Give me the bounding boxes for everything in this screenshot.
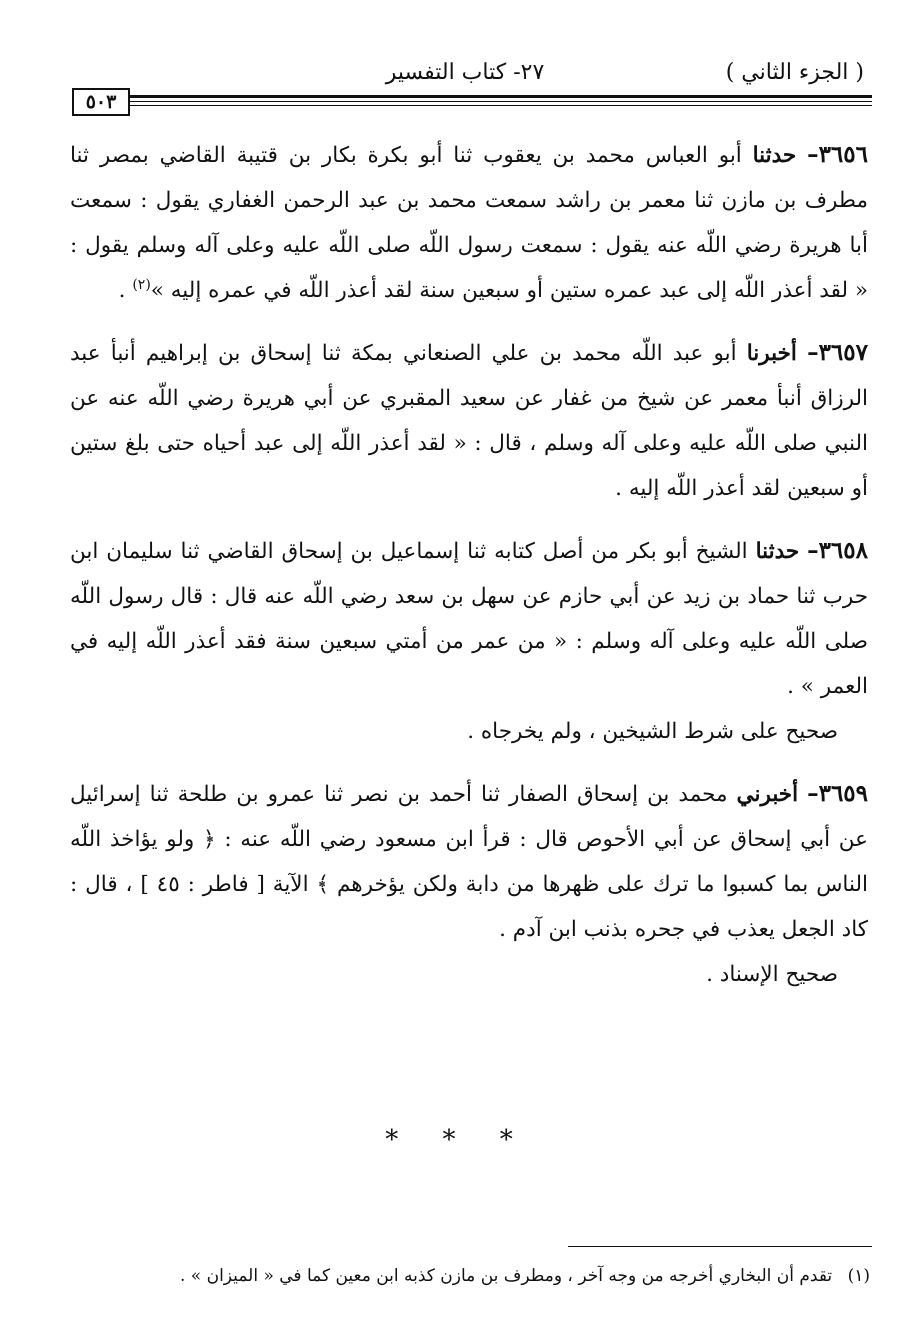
transmission-keyword: أخبرني xyxy=(736,782,799,807)
hadith-text: أبو العباس محمد بن يعقوب ثنا أبو بكرة بكار بن قتيبة القاضي بمصر ثنا مطرف بن مازن ثنا معمر بن راشد سمعت محمد بن عبد الرحمن الغفاري يقول : سمعت أبا هريرة رضي اللّه عنه يقول : سمعت رسول اللّه صلى اللّه عليه وعلى آله وسلم يقول : « لقد أعذر اللّه إلى عبد عمره ستين أو سبعين سنة لقد أعذر اللّه في عمره إليه » xyxy=(70,143,868,303)
hadith-text: الشيخ أبو بكر من أصل كتابه ثنا إسماعيل بن إسحاق القاضي ثنا سليمان ابن حرب ثنا حماد بن زيد عن أبي حازم عن سهل بن سعد رضي اللّه عنه قال : قال رسول اللّه صلى اللّه عليه وعلى آله وسلم : « من عمر من أمتي سبعين سنة فقد أعذر اللّه إليه في العمر » . xyxy=(70,539,868,699)
grading-note: صحيح الإسناد . xyxy=(706,962,838,987)
hadith-text: محمد بن إسحاق الصفار ثنا أحمد بن نصر ثنا عمرو بن طلحة ثنا إسرائيل عن أبي إسحاق عن أبي الأحوص قال : قرأ ابن مسعود رضي اللّه عنه : ﴿ ولو يؤاخذ اللّه الناس بما كسبوا ما ترك على ظهرها من دابة ولكن يؤخرهم ﴾ الآية [ فاطر : ٤٥ ] ، قال : كاد الجعل يعذب في جحره بذنب ابن آدم . xyxy=(70,782,868,942)
page-number-box: ٥٠٣ xyxy=(72,88,130,116)
hadith-entry xyxy=(70,330,868,511)
hadith-entry xyxy=(70,528,868,709)
running-head-volume: ( الجزء الثاني ) xyxy=(725,60,864,85)
hadith-entry xyxy=(70,771,868,952)
hadith-number: ٣٦٥٩– xyxy=(807,780,869,807)
footnote-number: (١) xyxy=(847,1266,870,1286)
header-rule xyxy=(130,101,872,102)
footnote xyxy=(60,1262,870,1290)
hadith-text-end: . xyxy=(118,278,133,303)
transmission-keyword: حدثنا xyxy=(752,143,797,168)
hadith-number: ٣٦٥٦– xyxy=(807,141,868,168)
footnote-text: تقدم أن البخاري أخرجه من وجه آخر ، ومطرف بن مازن كذبه ابن معين كما في « الميزان » . xyxy=(179,1266,833,1286)
transmission-keyword: حدثنا xyxy=(755,539,800,564)
footnote-reference: (٢) xyxy=(132,276,151,293)
running-head-chapter: ٢٧- كتاب التفسير xyxy=(385,60,545,85)
grading-note: صحيح على شرط الشيخين ، ولم يخرجاه . xyxy=(467,719,838,744)
hadith-number: ٣٦٥٨– xyxy=(807,537,868,564)
main-text xyxy=(70,132,868,997)
hadith-entry xyxy=(70,132,868,313)
transmission-keyword: أخبرنا xyxy=(746,341,797,366)
header-rule xyxy=(130,105,872,106)
hadith-text: أبو عبد اللّه محمد بن علي الصنعاني بمكة ثنا إسحاق بن إبراهيم أنبأ عبد الرزاق أنبأ معمر عن شيخ من غفار عن سعيد المقبري عن أبي هريرة رضي اللّه عنه عن النبي صلى اللّه عليه وعلى آله وسلم ، قال : « لقد أعذر اللّه إلى عبد أحياه حتى بلغ ستين أو سبعين لقد أعذر اللّه إليه . xyxy=(70,341,868,501)
footnote-rule xyxy=(568,1246,872,1247)
header-rule xyxy=(130,95,872,98)
hadith-number: ٣٦٥٧– xyxy=(807,339,868,366)
section-separator: * * * xyxy=(385,1125,531,1155)
